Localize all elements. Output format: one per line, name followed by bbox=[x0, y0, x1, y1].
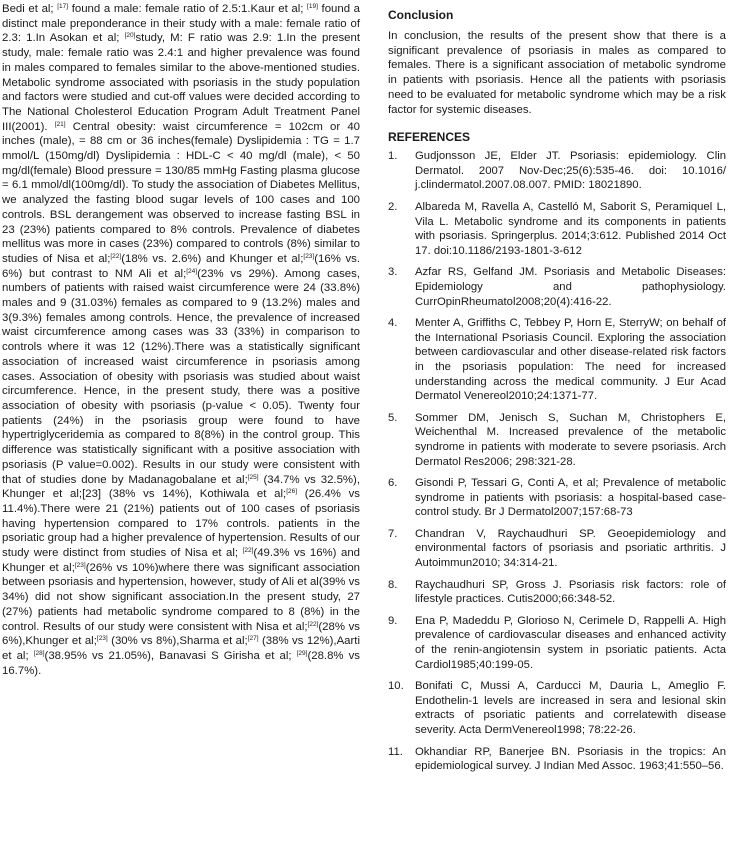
reference-item bbox=[388, 411, 726, 469]
text-run: Bedi et al; bbox=[2, 3, 58, 15]
citation-marker: [19] bbox=[307, 3, 318, 10]
reference-number: 5. bbox=[388, 411, 398, 424]
discussion-paragraph bbox=[2, 2, 360, 678]
reference-item bbox=[388, 149, 726, 193]
citation-marker: [27] bbox=[247, 635, 259, 643]
reference-number: 3. bbox=[388, 266, 398, 279]
reference-text: Albareda M, Ravella A, Castelló M, Saborit S, Peramiquel L, Vila L. Metabolic syndrome and its components in patients with psoriasis. Springerplus. 2014;3:612. Published 2014 Oct 17. doi:10.1186/2193-1801-3-612 bbox=[415, 201, 726, 257]
citation-marker: [23] bbox=[96, 635, 108, 643]
reference-list bbox=[388, 149, 726, 774]
text-run: (38% vs 12%),Aarti et al; bbox=[2, 635, 360, 662]
text-run: (26% vs 10%)where there was significant association between psoriasis and hypertension, however, study of Ali et al(39% vs 34%) did not show significant association.In the present study, 27 (27%) patients had metabolic syndrome compared to 8 (8%) in the control. Results of our study were consistent with Nisa et al; bbox=[2, 561, 360, 633]
reference-number: 8. bbox=[388, 578, 398, 591]
reference-item bbox=[388, 200, 726, 258]
reference-text: Menter A, Griffiths C, Tebbey P, Horn E, SterryW; on behalf of the International Psoriasis Council. Exploring the association between cardiovascular and other disease-related risk factors in the psoriasis population: The need for increased understanding across the medical community. J Eur Acad Dermatol Venereol2010;24:1371-77. bbox=[415, 317, 726, 403]
citation-marker: [22] bbox=[307, 620, 319, 628]
reference-item bbox=[388, 476, 726, 520]
reference-number: 1. bbox=[388, 150, 398, 163]
citation-marker: [24] bbox=[186, 267, 198, 275]
reference-text: Okhandiar RP, Banerjee BN. Psoriasis in the tropics: An epidemiological survey. J Indian Med Assoc. 1963;41:550–56. bbox=[415, 745, 726, 773]
text-run: (26.4% vs 11.4%).There were 21 (21%) patients out of 100 cases of psoriasis having hypertension compared to 17% controls. patients in the psoriatic group had a higher prevalence of hypertension. Results of our study were distinct from studies of Nisa et al; bbox=[2, 488, 360, 560]
reference-item bbox=[388, 578, 726, 607]
conclusion-heading: Conclusion bbox=[388, 8, 454, 22]
text-run: (30% vs 8%),Sharma et al; bbox=[107, 635, 248, 648]
text-run: (34.7% vs 32.5%), Khunger et al;[23] (38% vs 14%), Kothiwala et al; bbox=[2, 473, 360, 501]
text-run: (23% vs 29%). Among cases, numbers of patients with raised waist circumference were 24 (33.8%) males and 9 (31.03%) females as compared to 9 (13.2%) males and 3(9.3%) females among controls. Hence, the prevalence of increased waist circumference among cases was 33 (33%) in comparison to controls where it was 12 (12%).There was a statistically significant association of increased waist circumference in psoriasis among cases. Association of obesity with psoriasis was studied about waist circumference. Hence, in the present study, there was a positive association of obesity with psoriasis (p-value < 0.05). Twenty four patients (24%) in the psoriasis group were found to have hypertriglyceridemia as compared to 8(8%) in the control group. This difference was statistically significant with a positive association with psoriasis (P value=0.002). Results in our study were consistent with that of studies done by Madanagobalane et al; bbox=[2, 267, 360, 486]
reference-number: 6. bbox=[388, 477, 398, 490]
reference-item bbox=[388, 614, 726, 672]
citation-marker: [26] bbox=[286, 488, 298, 496]
text-run: (28.8% vs 16.7%). bbox=[2, 649, 360, 677]
reference-item bbox=[388, 316, 726, 404]
reference-text: Ena P, Madeddu P, Glorioso N, Cerimele D, Rappelli A. High prevalence of cardiovascular diseases and enhanced activity of the renin-angiotensin system in psoriatic patients. Acta Cardiol1985;40:199-05. bbox=[415, 614, 726, 671]
text-run: (38.95% vs 21.05%), Banavasi S Girisha et al; bbox=[44, 649, 297, 662]
reference-number: 11. bbox=[388, 745, 403, 758]
right-column bbox=[388, 2, 726, 781]
text-run: found a distinct male preponderance in their study with a male: female ratio of 2.3: 1.In Asokan et al; bbox=[2, 3, 360, 45]
citation-marker: [22] bbox=[242, 547, 254, 555]
reference-item bbox=[388, 265, 726, 309]
reference-text: Bonifati C, Mussi A, Carducci M, Dauria L, Ameglio F. Endothelin-1 levels are increased in sera and lesional skin extracts of psoriatic patients and correlatewith disease severity. Acta DermVenereol1998; 78:22-26. bbox=[415, 680, 726, 736]
reference-number: 2. bbox=[388, 201, 398, 213]
reference-number: 9. bbox=[388, 614, 398, 627]
left-column bbox=[2, 2, 360, 678]
reference-number: 4. bbox=[388, 317, 398, 330]
text-run: (16% vs. 6%) but contrast to NM Ali et al; bbox=[2, 252, 360, 280]
reference-text: Sommer DM, Jenisch S, Suchan M, Christophers E, Weichenthal M. Increased prevalence of the metabolic syndrome in patients with moderate to severe psoriasis. Arch Dermatol Res2006; 298:321-28. bbox=[415, 411, 726, 468]
citation-marker: [21] bbox=[54, 120, 66, 128]
citation-marker: [20] bbox=[124, 32, 136, 40]
reference-text: Azfar RS, Gelfand JM. Psoriasis and Metabolic Diseases: Epidemiology and pathophysiology. CurrOpinRheumatol2008;20(4):416-22. bbox=[415, 266, 726, 308]
text-run: (18% vs. 2.6%) and Khunger et al; bbox=[121, 252, 304, 265]
reference-text: Chandran V, Raychaudhuri SP. Geoepidemiology and environmental factors of psoriasis and psoriatic arthritis. J Autoimmun2010; 34:314-21. bbox=[415, 527, 726, 570]
text-run: found a male: female ratio of 2.5:1.Kaur et al; bbox=[68, 3, 308, 15]
citation-marker: [22] bbox=[110, 252, 122, 260]
citation-marker: [23] bbox=[303, 252, 315, 260]
text-run: study, M: F ratio was 2.9: 1.In the present study, male: female ratio was 2.4:1 and higher prevalence was found in males compared to females similar to the above-mentioned studies. Metabolic syndrome associated with psoriasis in the study population and factors were studied and cut-off values were decided according to The National Cholesterol Education Program Adult Treatment Panel III(2001). bbox=[2, 32, 360, 133]
reference-number: 7. bbox=[388, 527, 398, 540]
conclusion-paragraph: In conclusion, the results of the present show that there is a significant prevalence of psoriasis in males as compared to females. There is a significant association of metabolic syndrome in patients with psoriasis. Hence all the patients with psoriasis need to be evaluated for metabolic syndrome which may be a risk factor for systemic diseases. bbox=[388, 30, 726, 116]
citation-marker: [25] bbox=[247, 473, 259, 481]
citation-marker: [17] bbox=[57, 3, 69, 10]
reference-number: 10. bbox=[388, 680, 404, 693]
reference-text: Raychaudhuri SP, Gross J. Psoriasis risk factors: role of lifestyle practices. Cutis2000;66:348-52. bbox=[415, 578, 726, 606]
citation-marker: [28] bbox=[33, 649, 45, 657]
references-heading: REFERENCES bbox=[388, 130, 471, 145]
text-run: (49.3% vs 16%) and Khunger et al; bbox=[2, 547, 360, 574]
text-run: (28% vs 6%),Khunger et al; bbox=[2, 620, 361, 648]
reference-item bbox=[388, 745, 726, 774]
reference-text: Gudjonsson JE, Elder JT. Psoriasis: epidemiology. Clin Dermatol. 2007 Nov-Dec;25(6):535-46. doi: 10.1016/ j.clindermatol.2007.08.007. PMID: 18021890. bbox=[415, 150, 726, 192]
reference-item bbox=[388, 527, 726, 571]
reference-text: Gisondi P, Tessari G, Conti A, et al; Prevalence of metabolic syndrome in patients with psoriasis: a hospital-based case-control study. Br J Dermatol2007;157:68-73 bbox=[415, 477, 726, 519]
reference-item bbox=[388, 679, 726, 737]
citation-marker: [29] bbox=[296, 649, 308, 657]
text-run: Central obesity: waist circumference = 102cm or 40 inches (male), = 88 cm or 36 inches(female) Dyslipidemia : TG = 1.7 mmol/L (150mg/dl) Dyslipidemia : HDL-C < 40 mg/dl (male), < 50 mg/dl(female) Blood pressure = 130/85 mmHg Fasting plasma glucose = 6.1 mmol/dl(100mg/dl). To study the association of Diabetes Mellitus, we analyzed the fasting blood sugar levels of 100 cases and 100 controls. BSL derangement was observed to increase fasting BSL in 23 (23%) patients compared to 8% controls. Prevalence of diabetes mellitus was more in cases (23%) compared to controls (8%) similar to studies of Nisa et al; bbox=[2, 120, 360, 265]
citation-marker: [23] bbox=[74, 561, 86, 569]
